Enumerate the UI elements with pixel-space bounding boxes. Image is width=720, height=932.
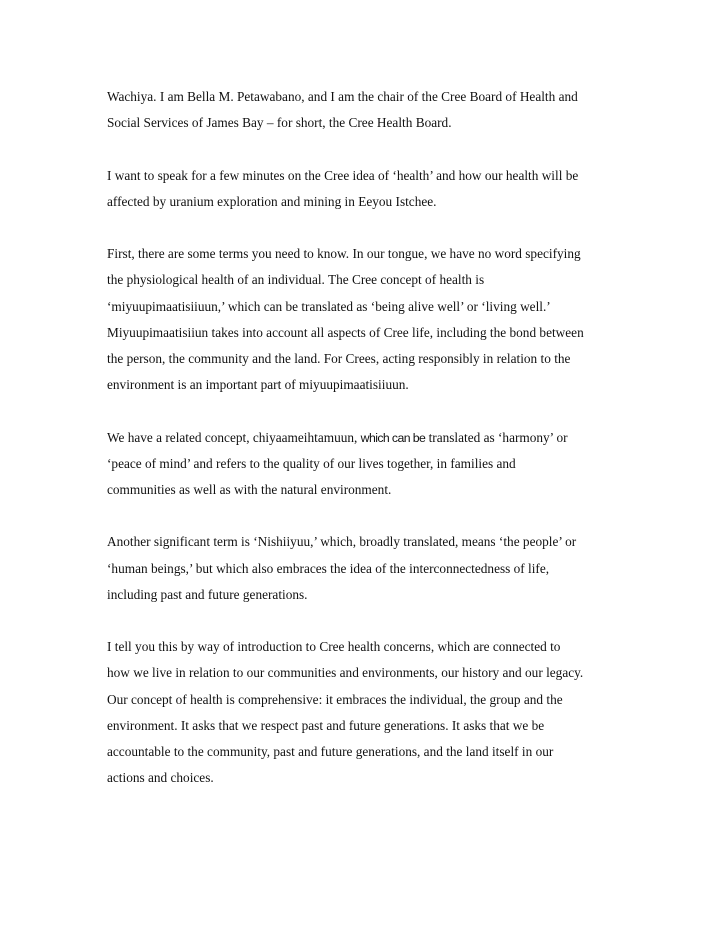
paragraph-health-concerns bbox=[107, 634, 627, 791]
paragraph-line: how we live in relation to our communities and environments, our history and our legacy. bbox=[107, 665, 584, 681]
line-segment-condensed: which can be bbox=[360, 430, 426, 445]
paragraph-purpose bbox=[107, 163, 627, 215]
paragraph-line: the person, the community and the land. For Crees, acting responsibly in relation to the bbox=[107, 351, 571, 366]
paragraph-line: Miyuupimaatisiiun takes into account all aspects of Cree life, including the bond between bbox=[107, 324, 584, 340]
paragraph-nishiiyuu bbox=[107, 529, 627, 608]
paragraph-line: ‘human beings,’ but which also embraces the idea of the interconnectedness of life, bbox=[107, 560, 550, 576]
paragraph-line bbox=[107, 425, 627, 451]
paragraph-introduction bbox=[107, 84, 627, 136]
document-body bbox=[107, 84, 627, 791]
line-segment: We have a related concept, chiyaameihtamuun, bbox=[107, 429, 361, 445]
paragraph-line: ‘miyuupimaatisiiuun,’ which can be translated as ‘being alive well’ or ‘living well.’ bbox=[107, 298, 551, 314]
paragraph-line: Social Services of James Bay – for short, the Cree Health Board. bbox=[107, 115, 452, 131]
paragraph-line: I want to speak for a few minutes on the Cree idea of ‘health’ and how our health will be bbox=[107, 167, 579, 183]
paragraph-line: communities as well as with the natural environment. bbox=[107, 482, 392, 497]
paragraph-line: environment. It asks that we respect past and future generations. It asks that we be bbox=[107, 717, 545, 733]
paragraph-line: Our concept of health is comprehensive: it embraces the individual, the group and the bbox=[107, 691, 563, 707]
paragraph-line: actions and choices. bbox=[107, 770, 214, 786]
paragraph-line: ‘peace of mind’ and refers to the quality of our lives together, in families and bbox=[107, 455, 516, 471]
paragraph-line: environment is an important part of miyuupimaatisiiuun. bbox=[107, 377, 409, 393]
paragraph-health-concept bbox=[107, 241, 627, 398]
paragraph-line: accountable to the community, past and future generations, and the land itself in our bbox=[107, 744, 554, 759]
paragraph-line: Another significant term is ‘Nishiiyuu,’ which, broadly translated, means ‘the people’ or bbox=[107, 534, 577, 550]
paragraph-line: I tell you this by way of introduction to Cree health concerns, which are connected to bbox=[107, 639, 561, 655]
line-segment: translated as ‘harmony’ or bbox=[425, 429, 568, 445]
paragraph-line: affected by uranium exploration and mining in Eeyou Istchee. bbox=[107, 193, 437, 209]
paragraph-harmony-concept bbox=[107, 425, 627, 504]
paragraph-line: First, there are some terms you need to know. In our tongue, we have no word specifying bbox=[107, 246, 581, 262]
paragraph-line: including past and future generations. bbox=[107, 586, 308, 602]
paragraph-line: the physiological health of an individual. The Cree concept of health is bbox=[107, 272, 485, 288]
paragraph-line: Wachiya. I am Bella M. Petawabano, and I am the chair of the Cree Board of Health and bbox=[107, 89, 578, 104]
